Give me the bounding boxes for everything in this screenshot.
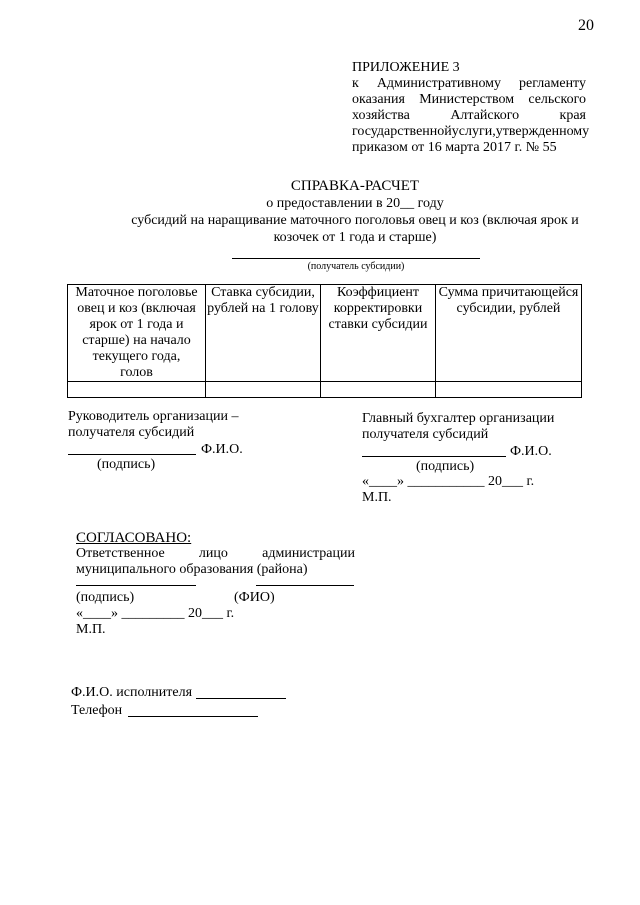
agreed-stamp: М.П. xyxy=(76,622,106,637)
accountant-stamp: М.П. xyxy=(362,490,392,505)
head-title-line-1: Руководитель организации – xyxy=(68,409,239,424)
agreed-date: «____» _________ 20___ г. xyxy=(76,606,235,621)
header-cell-rate: Ставка субсидии, рублей на 1 голову xyxy=(206,285,321,382)
document-subtitle-2: субсидий на наращивание маточного поголовья овец и коз (включая ярок и xyxy=(131,213,579,228)
accountant-signature-caption: (подпись) xyxy=(416,459,475,474)
table-cell xyxy=(68,382,206,398)
appendix-line-4: государственной услуги, утвержденному xyxy=(352,124,590,139)
executor-fio-line xyxy=(196,698,286,699)
head-fio-label: Ф.И.О. xyxy=(201,442,243,457)
table-row xyxy=(68,382,582,398)
executor-fio-label: Ф.И.О. исполнителя xyxy=(71,685,193,700)
page-number: 20 xyxy=(578,17,594,34)
header-cell-livestock: Маточное поголовье овец и коз (включая ярок от 1 года и старше) на начало текущего года, голов xyxy=(68,285,206,382)
document-subtitle-1: о предоставлении в 20__ году xyxy=(266,196,444,211)
accountant-title-line-1: Главный бухгалтер организации xyxy=(362,411,555,426)
head-title-line-2: получателя субсидий xyxy=(68,425,195,440)
recipient-line xyxy=(232,258,480,259)
agreed-fio-line xyxy=(256,585,354,586)
subsidy-table xyxy=(67,284,582,398)
recipient-caption: (получатель субсидии) xyxy=(307,261,405,272)
appendix-title: ПРИЛОЖЕНИЕ 3 xyxy=(352,60,460,75)
table-cell xyxy=(321,382,436,398)
agreed-line-1: Ответственное лицо администрации xyxy=(76,546,355,561)
appendix-line-3: хозяйства Алтайского края xyxy=(352,108,586,123)
table-header-row xyxy=(68,285,582,382)
header-cell-amount: Сумма причитающейся субсидии, рублей xyxy=(436,285,582,382)
agreed-line-2: муниципального образования (района) xyxy=(76,562,308,577)
agreed-title: СОГЛАСОВАНО: xyxy=(76,530,192,546)
executor-phone-line xyxy=(128,716,258,717)
agreed-signature-line xyxy=(76,585,196,586)
head-signature-line xyxy=(68,454,196,455)
table-cell xyxy=(206,382,321,398)
header-cell-coefficient: Коэффициент корректировки ставки субсидии xyxy=(321,285,436,382)
agreed-fio-caption: (ФИО) xyxy=(234,590,275,605)
accountant-signature-line xyxy=(362,456,506,457)
accountant-title-line-2: получателя субсидий xyxy=(362,427,489,442)
document-title: СПРАВКА-РАСЧЕТ xyxy=(290,178,420,194)
appendix-line-2: оказания Министерством сельского xyxy=(352,92,586,107)
table-cell xyxy=(436,382,582,398)
appendix-line-1: к Административному регламенту xyxy=(352,76,586,91)
executor-phone-label: Телефон xyxy=(71,703,123,718)
agreed-signature-caption: (подпись) xyxy=(76,590,135,605)
accountant-date: «____» ___________ 20___ г. xyxy=(362,474,535,489)
appendix-line-5: приказом от 16 марта 2017 г. № 55 xyxy=(352,140,557,155)
document-subtitle-3: козочек от 1 года и старше) xyxy=(273,230,437,245)
head-signature-caption: (подпись) xyxy=(97,457,156,472)
accountant-fio-label: Ф.И.О. xyxy=(510,444,552,459)
